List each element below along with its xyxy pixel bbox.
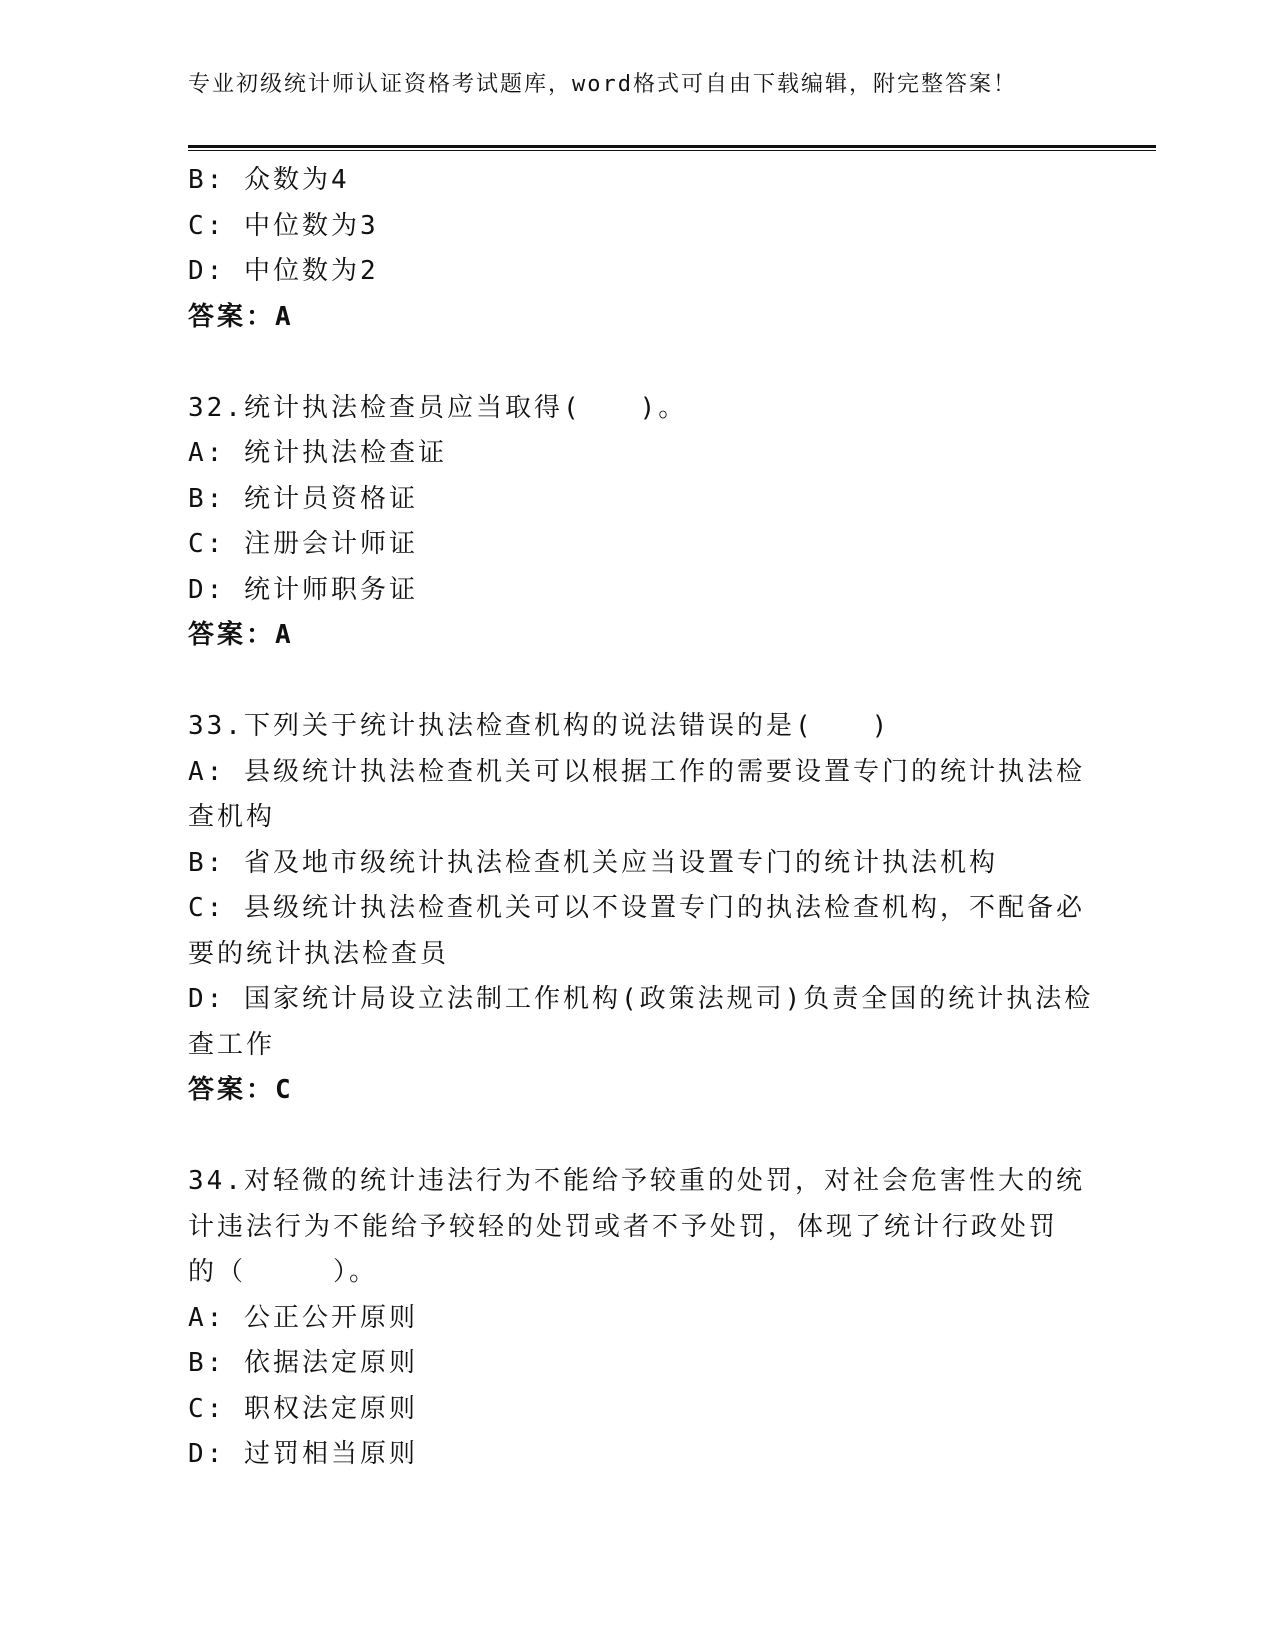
option-line: C: 县级统计执法检查机关可以不设置专门的执法检查机构，不配备必 <box>188 893 1085 923</box>
option-line: C: 注册会计师证 <box>188 529 418 559</box>
option-line: C: 中位数为3 <box>188 210 379 241</box>
option-line: D: 过罚相当原则 <box>188 1439 418 1469</box>
question-stem: 34.对轻微的统计违法行为不能给予较重的处罚，对社会危害性大的统 <box>188 1166 1085 1196</box>
option-line: C: 职权法定原则 <box>188 1393 418 1424</box>
option-line-continued: 查工作 <box>188 1029 276 1060</box>
option-line: B: 省及地市级统计执法检查机关应当设置专门的统计执法机构 <box>188 847 998 878</box>
question-stem-continued: 的（ ）。 <box>188 1257 379 1287</box>
question-block <box>188 704 1094 1114</box>
question-stem: 32.统计执法检查员应当取得( )。 <box>188 392 688 423</box>
answer-line: 答案：A <box>188 620 294 650</box>
page-header: 专业初级统计师认证资格考试题库，word格式可自由下载编辑，附完整答案！ <box>188 72 1017 97</box>
option-line: D: 统计师职务证 <box>188 574 418 605</box>
option-line: A: 县级统计执法检查机关可以根据工作的需要设置专门的统计执法检 <box>188 756 1085 787</box>
option-line: A: 统计执法检查证 <box>188 438 447 468</box>
option-line-continued: 要的统计执法检查员 <box>188 938 450 969</box>
option-line: B: 依据法定原则 <box>188 1348 418 1378</box>
document-body <box>188 158 1094 1478</box>
option-line: D: 国家统计局设立法制工作机构(政策法规司)负责全国的统计执法检 <box>188 984 1094 1014</box>
question-stem-continued: 计违法行为不能给予较轻的处罚或者不予处罚，体现了统计行政处罚 <box>188 1211 1059 1242</box>
question-block <box>188 158 1078 340</box>
header-divider <box>188 145 1156 148</box>
question-block <box>188 386 1078 659</box>
option-line: B: 统计员资格证 <box>188 483 418 514</box>
spacer <box>188 1114 1078 1160</box>
spacer <box>188 340 1078 386</box>
option-line-continued: 查机构 <box>188 802 276 832</box>
answer-line: 答案：A <box>188 301 294 332</box>
answer-line: 答案：C <box>188 1075 294 1105</box>
option-line: A: 公正公开原则 <box>188 1302 418 1333</box>
question-stem: 33.下列关于统计执法检查机构的说法错误的是( ) <box>188 711 891 741</box>
option-line: D: 中位数为2 <box>188 256 379 286</box>
spacer <box>188 659 1078 705</box>
option-line: B: 众数为4 <box>188 165 350 195</box>
question-block <box>188 1159 1085 1478</box>
